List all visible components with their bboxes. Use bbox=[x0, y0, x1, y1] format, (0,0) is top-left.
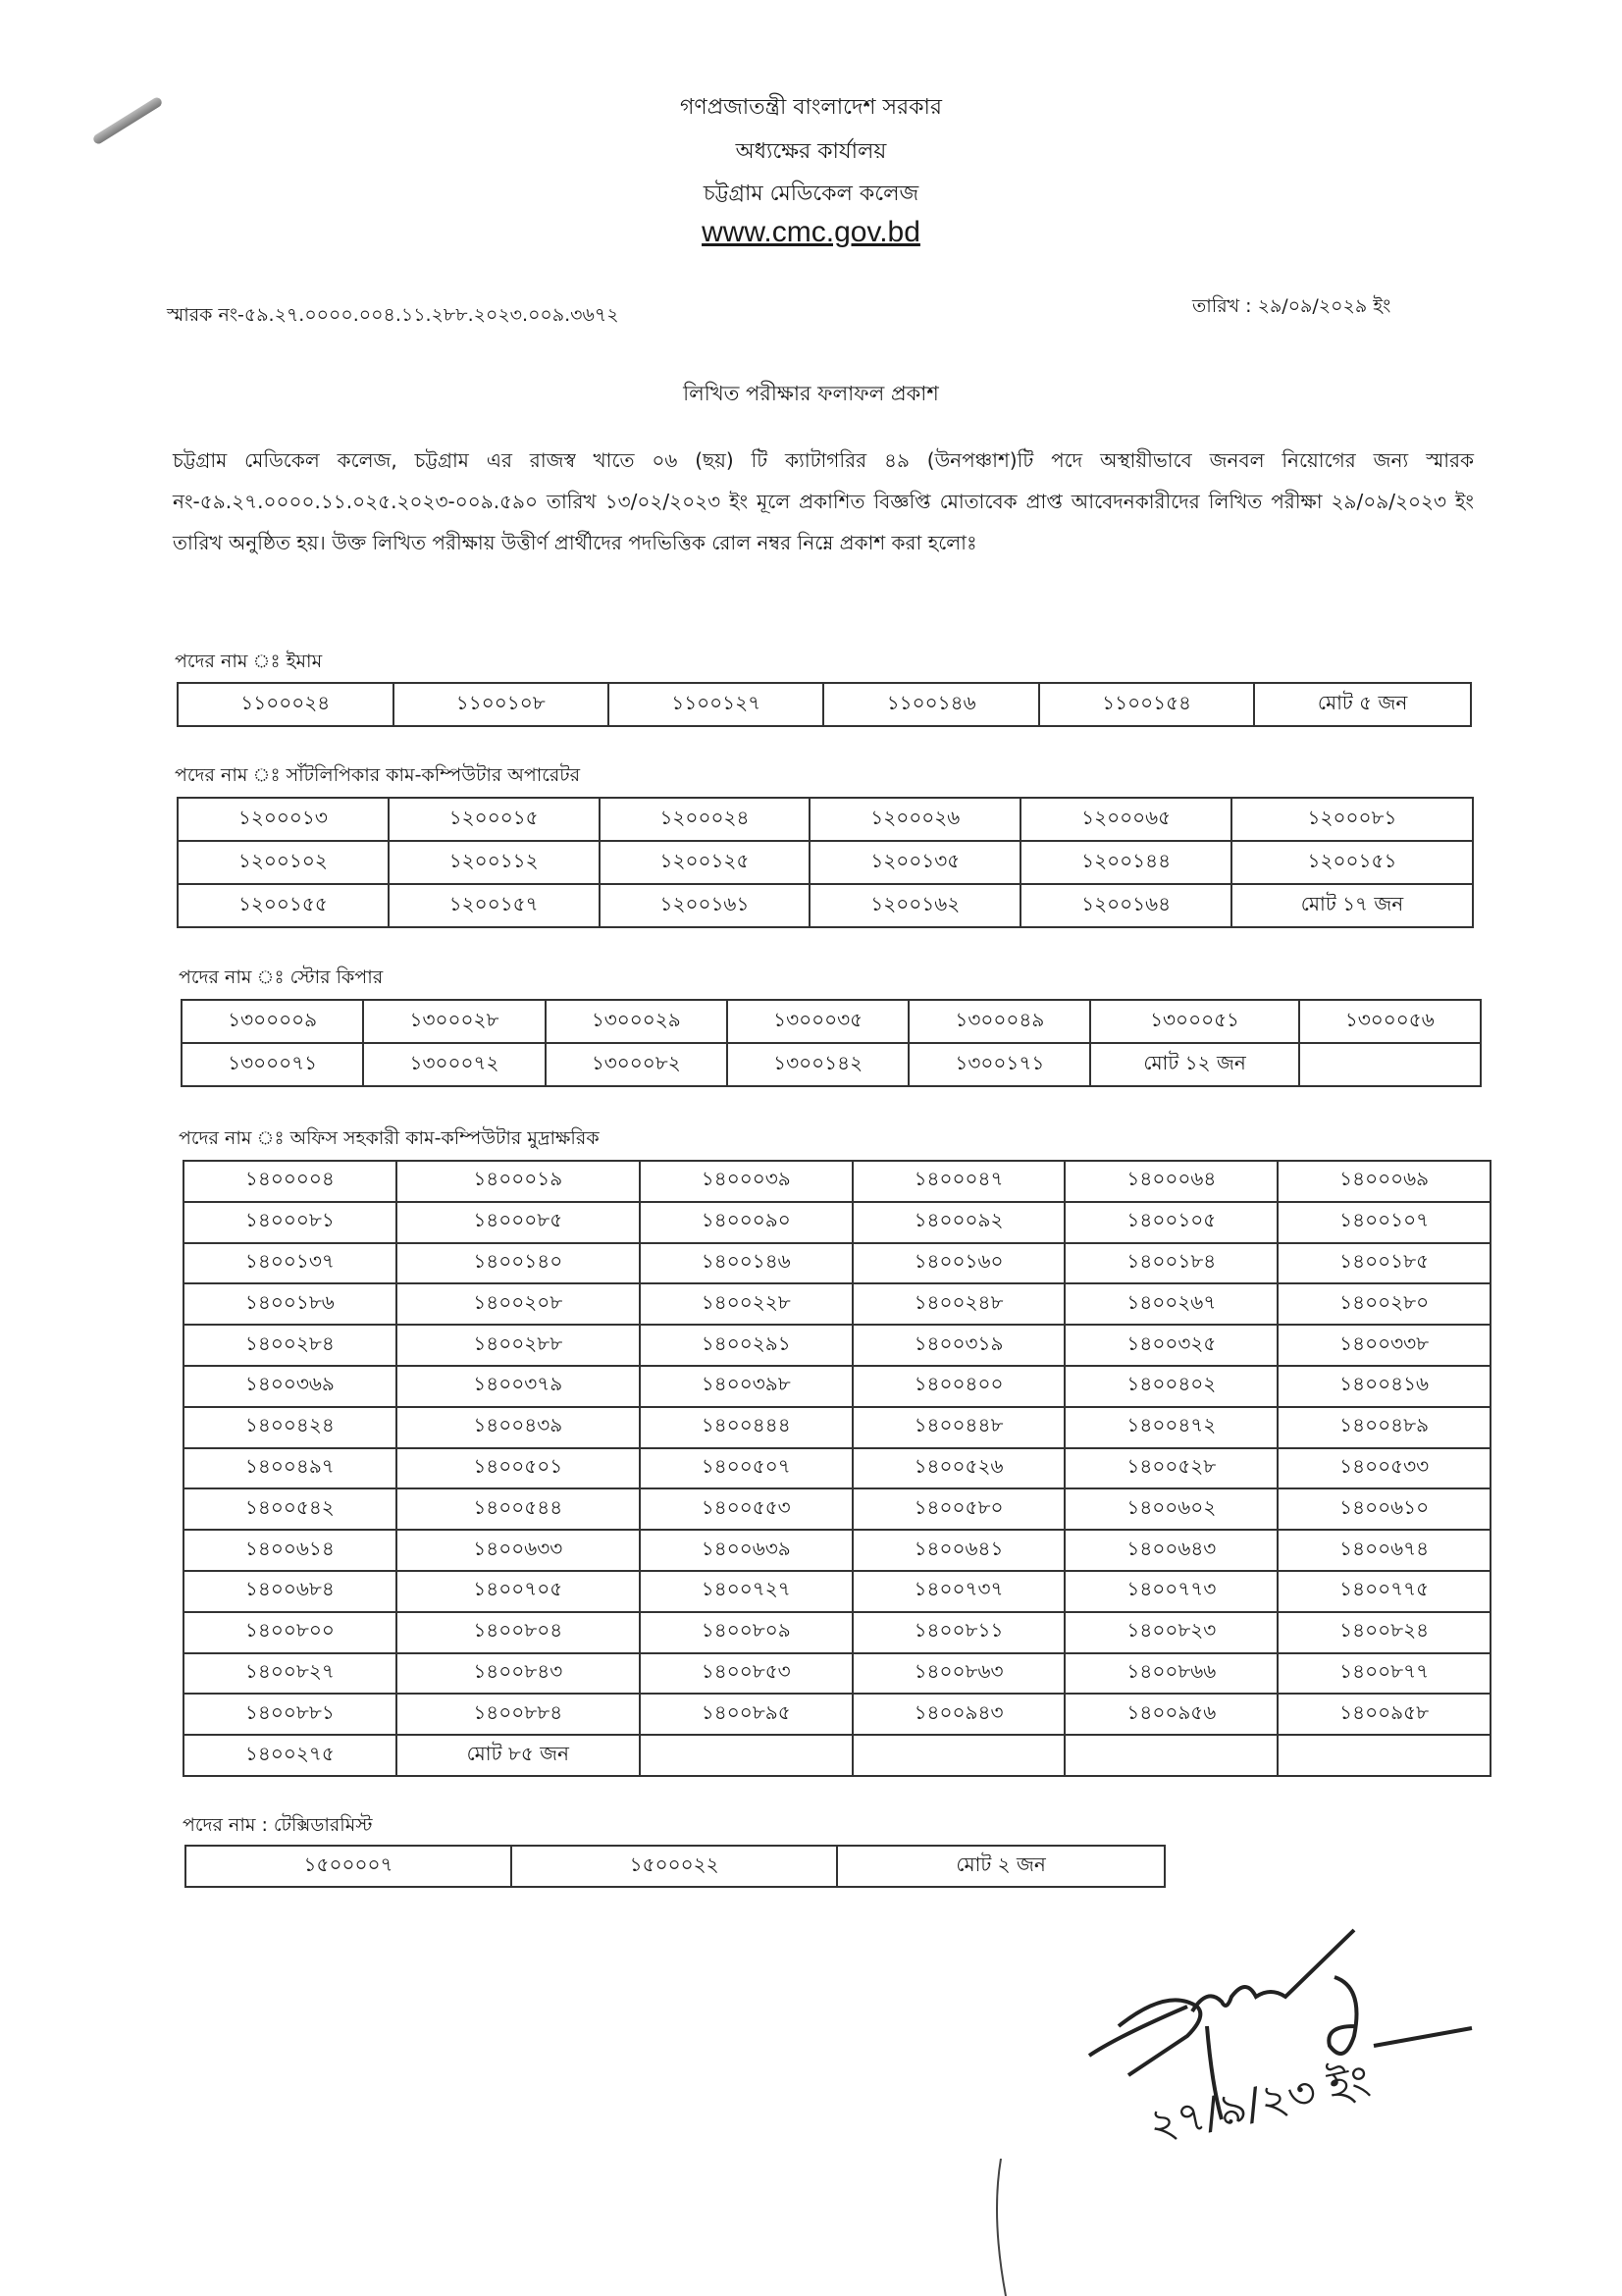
empty-cell bbox=[1065, 1735, 1278, 1776]
roll-cell: ১২০০১২৫ bbox=[600, 841, 811, 884]
memo-date: তারিখ : ২৯/০৯/২০২৯ ইং bbox=[1192, 295, 1391, 317]
roll-cell: ১৩০০০৫৬ bbox=[1299, 1000, 1481, 1043]
table-row bbox=[182, 1043, 1481, 1086]
table-row bbox=[183, 1283, 1491, 1325]
roll-cell: ১৪০০৭৭৩ bbox=[1065, 1571, 1278, 1612]
roll-cell: ১৪০০৫০৭ bbox=[640, 1448, 853, 1489]
total-cell: মোট ১৭ জন bbox=[1231, 884, 1473, 927]
roll-cell: ১৪০০০৪৭ bbox=[853, 1161, 1066, 1202]
roll-cell: ১৪০০৬১০ bbox=[1278, 1488, 1491, 1530]
roll-cell: ১৪০০৬৭৪ bbox=[1278, 1530, 1491, 1571]
total-cell: মোট ১২ জন bbox=[1090, 1043, 1298, 1086]
roll-cell: ১৪০০৫৫৩ bbox=[640, 1488, 853, 1530]
roll-cell: ১৪০০৮০৯ bbox=[640, 1612, 853, 1653]
table-row bbox=[178, 841, 1473, 884]
roll-cell: ১৪০০০৯২ bbox=[853, 1202, 1066, 1243]
roll-cell: ১২০০০১৩ bbox=[178, 798, 389, 841]
roll-cell: ১৪০০৮৮৪ bbox=[396, 1694, 640, 1735]
total-cell: মোট ৮৫ জন bbox=[396, 1735, 640, 1776]
section-label-steno: পদের নাম ঃ সাঁটলিপিকার কাম-কম্পিউটার অপারেটর bbox=[175, 764, 581, 786]
roll-cell: ১৪০০৮২৭ bbox=[183, 1653, 396, 1695]
roll-cell: ১২০০১৫৫ bbox=[178, 884, 389, 927]
roll-cell: ১৪০০০৮৫ bbox=[396, 1202, 640, 1243]
table-row bbox=[183, 1612, 1491, 1653]
table-imam bbox=[177, 682, 1472, 727]
roll-cell: ১২০০১৬৪ bbox=[1020, 884, 1231, 927]
total-cell: মোট ২ জন bbox=[837, 1846, 1165, 1887]
roll-cell: ১৪০০৪৮৯ bbox=[1278, 1407, 1491, 1448]
roll-cell: ১৩০০০৭১ bbox=[182, 1043, 363, 1086]
roll-cell: ১৩০০০৮২ bbox=[546, 1043, 727, 1086]
roll-cell: ১৪০০১৩৭ bbox=[183, 1243, 396, 1284]
roll-cell: ১৫০০০২২ bbox=[511, 1846, 837, 1887]
roll-cell: ১৩০০০৫১ bbox=[1090, 1000, 1298, 1043]
roll-cell: ১৪০০৯৪৩ bbox=[853, 1694, 1066, 1735]
total-cell: মোট ৫ জন bbox=[1254, 683, 1471, 726]
roll-cell: ১৪০০২৬৭ bbox=[1065, 1283, 1278, 1325]
roll-cell: ১৩০০০৩৫ bbox=[727, 1000, 909, 1043]
empty-cell bbox=[1299, 1043, 1481, 1086]
roll-cell: ১৪০০৬৪৩ bbox=[1065, 1530, 1278, 1571]
empty-cell bbox=[853, 1735, 1066, 1776]
roll-cell: ১৪০০৫৪২ bbox=[183, 1488, 396, 1530]
table-row bbox=[178, 884, 1473, 927]
roll-cell: ১৪০০৮২৩ bbox=[1065, 1612, 1278, 1653]
roll-cell: ১২০০১০২ bbox=[178, 841, 389, 884]
roll-cell: ১১০০১৫৪ bbox=[1039, 683, 1254, 726]
roll-cell: ১২০০০৬৫ bbox=[1020, 798, 1231, 841]
roll-cell: ১৩০০০৭২ bbox=[363, 1043, 545, 1086]
roll-cell: ১৪০০৩৬৯ bbox=[183, 1366, 396, 1407]
roll-cell: ১৪০০৮৫৩ bbox=[640, 1653, 853, 1695]
roll-cell: ১৪০০৫৪৪ bbox=[396, 1488, 640, 1530]
table-row bbox=[178, 798, 1473, 841]
roll-cell: ১৪০০৮৮১ bbox=[183, 1694, 396, 1735]
roll-cell: ১২০০০১৫ bbox=[389, 798, 600, 841]
table-row bbox=[183, 1694, 1491, 1735]
roll-cell: ১৪০০০৬৯ bbox=[1278, 1161, 1491, 1202]
roll-cell: ১৪০০২২৮ bbox=[640, 1283, 853, 1325]
roll-cell: ১৪০০৬৮৪ bbox=[183, 1571, 396, 1612]
table-row bbox=[183, 1325, 1491, 1366]
header-government: গণপ্রজাতন্ত্রী বাংলাদেশ সরকার bbox=[679, 95, 943, 120]
roll-cell: ১৪০০৩১৯ bbox=[853, 1325, 1066, 1366]
roll-cell: ১৪০০২৮৮ bbox=[396, 1325, 640, 1366]
memo-number: স্মারক নং-৫৯.২৭.০০০০.০০৪.১১.২৮৮.২০২৩.০০৯.৩৬৭২ bbox=[167, 304, 619, 326]
table-row bbox=[183, 1488, 1491, 1530]
table-taxidermist bbox=[184, 1845, 1166, 1888]
roll-cell: ১২০০১৩৫ bbox=[810, 841, 1020, 884]
roll-cell: ১৪০০৭০৫ bbox=[396, 1571, 640, 1612]
roll-cell: ১১০০০২৪ bbox=[178, 683, 393, 726]
roll-cell: ১৪০০০৬৪ bbox=[1065, 1161, 1278, 1202]
document-title: লিখিত পরীক্ষার ফলাফল প্রকাশ bbox=[683, 382, 939, 405]
roll-cell: ১৫০০০০৭ bbox=[185, 1846, 511, 1887]
roll-cell: ১৪০০৫৮০ bbox=[853, 1488, 1066, 1530]
roll-cell: ১৪০০৫২৬ bbox=[853, 1448, 1066, 1489]
roll-cell: ১৩০০০২৮ bbox=[363, 1000, 545, 1043]
roll-cell: ১৪০০২৭৫ bbox=[183, 1735, 396, 1776]
table-row bbox=[178, 683, 1471, 726]
empty-cell bbox=[1278, 1735, 1491, 1776]
roll-cell: ১৪০০৭৭৫ bbox=[1278, 1571, 1491, 1612]
header-college: চট্টগ্রাম মেডিকেল কলেজ bbox=[703, 182, 919, 206]
roll-cell: ১৪০০৮৬৩ bbox=[853, 1653, 1066, 1695]
roll-cell: ১৪০০০৮১ bbox=[183, 1202, 396, 1243]
body-paragraph: চট্টগ্রাম মেডিকেল কলেজ, চট্টগ্রাম এর রাজস্ব খাতে ০৬ (ছয়) টি ক্যাটাগরির ৪৯ (উনপঞ্চাশ)টি পদে অস্থায়ীভাবে জনবল নিয়োগের জন্য স্মারক নং-৫৯.২৭.০০০০.১১.০২৫.২০২৩-০০৯.৫৯০ তারিখ ১৩/০২/২০২৩ ইং মূলে প্রকাশিত বিজ্ঞপ্তি মোতাবেক প্রাপ্ত আবেদনকারীদের লিখিত পরীক্ষা ২৯/০৯/২০২৩ ইং তারিখ অনুষ্ঠিত হয়। উক্ত লিখিত পরীক্ষায় উত্তীর্ণ প্রার্থীদের পদভিত্তিক রোল নম্বর নিম্নে প্রকাশ করা হলোঃ bbox=[173, 448, 1474, 554]
section-label-taxidermist: পদের নাম : টেক্সিডারমিস্ট bbox=[183, 1814, 373, 1836]
roll-cell: ১৪০০৪৯৭ bbox=[183, 1448, 396, 1489]
table-row bbox=[183, 1571, 1491, 1612]
roll-cell: ১৩০০১৪২ bbox=[727, 1043, 909, 1086]
roll-cell: ১৪০০৮০৪ bbox=[396, 1612, 640, 1653]
roll-cell: ১২০০১৫৭ bbox=[389, 884, 600, 927]
roll-cell: ১৪০০০৩৯ bbox=[640, 1161, 853, 1202]
table-row bbox=[185, 1846, 1165, 1887]
table-office-assistant bbox=[183, 1160, 1491, 1777]
roll-cell: ১৪০০৭৩৭ bbox=[853, 1571, 1066, 1612]
roll-cell: ১৪০০৮৭৭ bbox=[1278, 1653, 1491, 1695]
roll-cell: ১৪০০৯৫৬ bbox=[1065, 1694, 1278, 1735]
table-row bbox=[183, 1448, 1491, 1489]
table-row bbox=[183, 1161, 1491, 1202]
roll-cell: ১৪০০৮৯৫ bbox=[640, 1694, 853, 1735]
table-row bbox=[182, 1000, 1481, 1043]
roll-cell: ১৪০০১৪৬ bbox=[640, 1243, 853, 1284]
signature-date: ২৭/৯/২৩ ইং bbox=[1144, 2055, 1375, 2152]
table-row bbox=[183, 1243, 1491, 1284]
roll-cell: ১৪০০৫০১ bbox=[396, 1448, 640, 1489]
table-row bbox=[183, 1407, 1491, 1448]
roll-cell: ১১০০১২৭ bbox=[608, 683, 824, 726]
scan-mark bbox=[991, 2159, 1030, 2296]
table-row bbox=[183, 1653, 1491, 1695]
roll-cell: ১৪০০০০৪ bbox=[183, 1161, 396, 1202]
roll-cell: ১৪০০৩৭৯ bbox=[396, 1366, 640, 1407]
roll-cell: ১২০০১১২ bbox=[389, 841, 600, 884]
section-label-office-assistant: পদের নাম ঃ অফিস সহকারী কাম-কম্পিউটার মুদ্রাক্ষরিক bbox=[179, 1127, 600, 1149]
roll-cell: ১৪০০০১৯ bbox=[396, 1161, 640, 1202]
roll-cell: ১৪০০৬০২ bbox=[1065, 1488, 1278, 1530]
roll-cell: ১৪০০৮০০ bbox=[183, 1612, 396, 1653]
roll-cell: ১৪০০৪২৪ bbox=[183, 1407, 396, 1448]
roll-cell: ১৪০০৯৫৮ bbox=[1278, 1694, 1491, 1735]
roll-cell: ১৪০০৮২৪ bbox=[1278, 1612, 1491, 1653]
roll-cell: ১৪০০২৮৪ bbox=[183, 1325, 396, 1366]
section-label-store-keeper: পদের নাম ঃ স্টোর কিপার bbox=[179, 966, 384, 988]
roll-cell: ১২০০১৪৪ bbox=[1020, 841, 1231, 884]
roll-cell: ১৪০০৬৩৯ bbox=[640, 1530, 853, 1571]
roll-cell: ১২০০১৫১ bbox=[1231, 841, 1473, 884]
roll-cell: ১২০০০২৬ bbox=[810, 798, 1020, 841]
roll-cell: ১৪০০৬৩৩ bbox=[396, 1530, 640, 1571]
roll-cell: ১২০০১৬১ bbox=[600, 884, 811, 927]
roll-cell: ১৩০০০২৯ bbox=[546, 1000, 727, 1043]
empty-cell bbox=[640, 1735, 853, 1776]
roll-cell: ১৪০০৪১৬ bbox=[1278, 1366, 1491, 1407]
table-row bbox=[183, 1735, 1491, 1776]
table-row bbox=[183, 1366, 1491, 1407]
section-label-imam: পদের নাম ঃ ইমাম bbox=[175, 651, 323, 672]
roll-cell: ১৪০০৪৪৮ bbox=[853, 1407, 1066, 1448]
table-store-keeper bbox=[181, 999, 1482, 1087]
roll-cell: ১৪০০২০৮ bbox=[396, 1283, 640, 1325]
roll-cell: ১৩০০০০৯ bbox=[182, 1000, 363, 1043]
roll-cell: ১৪০০৮৬৬ bbox=[1065, 1653, 1278, 1695]
table-row bbox=[183, 1202, 1491, 1243]
roll-cell: ১৪০০৪০০ bbox=[853, 1366, 1066, 1407]
roll-cell: ১৪০০২৮০ bbox=[1278, 1283, 1491, 1325]
roll-cell: ১৪০০৫৩৩ bbox=[1278, 1448, 1491, 1489]
roll-cell: ১৪০০৮৪৩ bbox=[396, 1653, 640, 1695]
roll-cell: ১৪০০৬১৪ bbox=[183, 1530, 396, 1571]
roll-cell: ১৪০০৪৭২ bbox=[1065, 1407, 1278, 1448]
roll-cell: ১৪০০৬৪১ bbox=[853, 1530, 1066, 1571]
roll-cell: ১৪০০৩২৫ bbox=[1065, 1325, 1278, 1366]
roll-cell: ১৪০০১৬০ bbox=[853, 1243, 1066, 1284]
roll-cell: ১৪০০২৯১ bbox=[640, 1325, 853, 1366]
roll-cell: ১২০০০২৪ bbox=[600, 798, 811, 841]
table-steno bbox=[177, 797, 1474, 928]
roll-cell: ১৪০০২৪৮ bbox=[853, 1283, 1066, 1325]
roll-cell: ১৩০০১৭১ bbox=[909, 1043, 1090, 1086]
roll-cell: ১৪০০৫২৮ bbox=[1065, 1448, 1278, 1489]
roll-cell: ১৪০০৩৯৮ bbox=[640, 1366, 853, 1407]
roll-cell: ১৪০০৮১১ bbox=[853, 1612, 1066, 1653]
roll-cell: ১৪০০১৮৪ bbox=[1065, 1243, 1278, 1284]
roll-cell: ১১০০১৪৬ bbox=[823, 683, 1038, 726]
roll-cell: ১৪০০১০৫ bbox=[1065, 1202, 1278, 1243]
roll-cell: ১৪০০০৯০ bbox=[640, 1202, 853, 1243]
roll-cell: ১৪০০৪৪৪ bbox=[640, 1407, 853, 1448]
roll-cell: ১৪০০১০৭ bbox=[1278, 1202, 1491, 1243]
roll-cell: ১৪০০১৪০ bbox=[396, 1243, 640, 1284]
roll-cell: ১৩০০০৪৯ bbox=[909, 1000, 1090, 1043]
website-link[interactable]: www.cmc.gov.bd bbox=[702, 216, 920, 248]
roll-cell: ১৪০০৭২৭ bbox=[640, 1571, 853, 1612]
roll-cell: ১১০০১০৮ bbox=[393, 683, 608, 726]
roll-cell: ১৪০০১৮৬ bbox=[183, 1283, 396, 1325]
roll-cell: ১৪০০৪০২ bbox=[1065, 1366, 1278, 1407]
header-office: অধ্যক্ষের কার্যালয় bbox=[735, 139, 887, 164]
roll-cell: ১২০০১৬২ bbox=[810, 884, 1020, 927]
roll-cell: ১৪০০৩৩৮ bbox=[1278, 1325, 1491, 1366]
roll-cell: ১৪০০১৮৫ bbox=[1278, 1243, 1491, 1284]
table-row bbox=[183, 1530, 1491, 1571]
roll-cell: ১২০০০৮১ bbox=[1231, 798, 1473, 841]
roll-cell: ১৪০০৪৩৯ bbox=[396, 1407, 640, 1448]
